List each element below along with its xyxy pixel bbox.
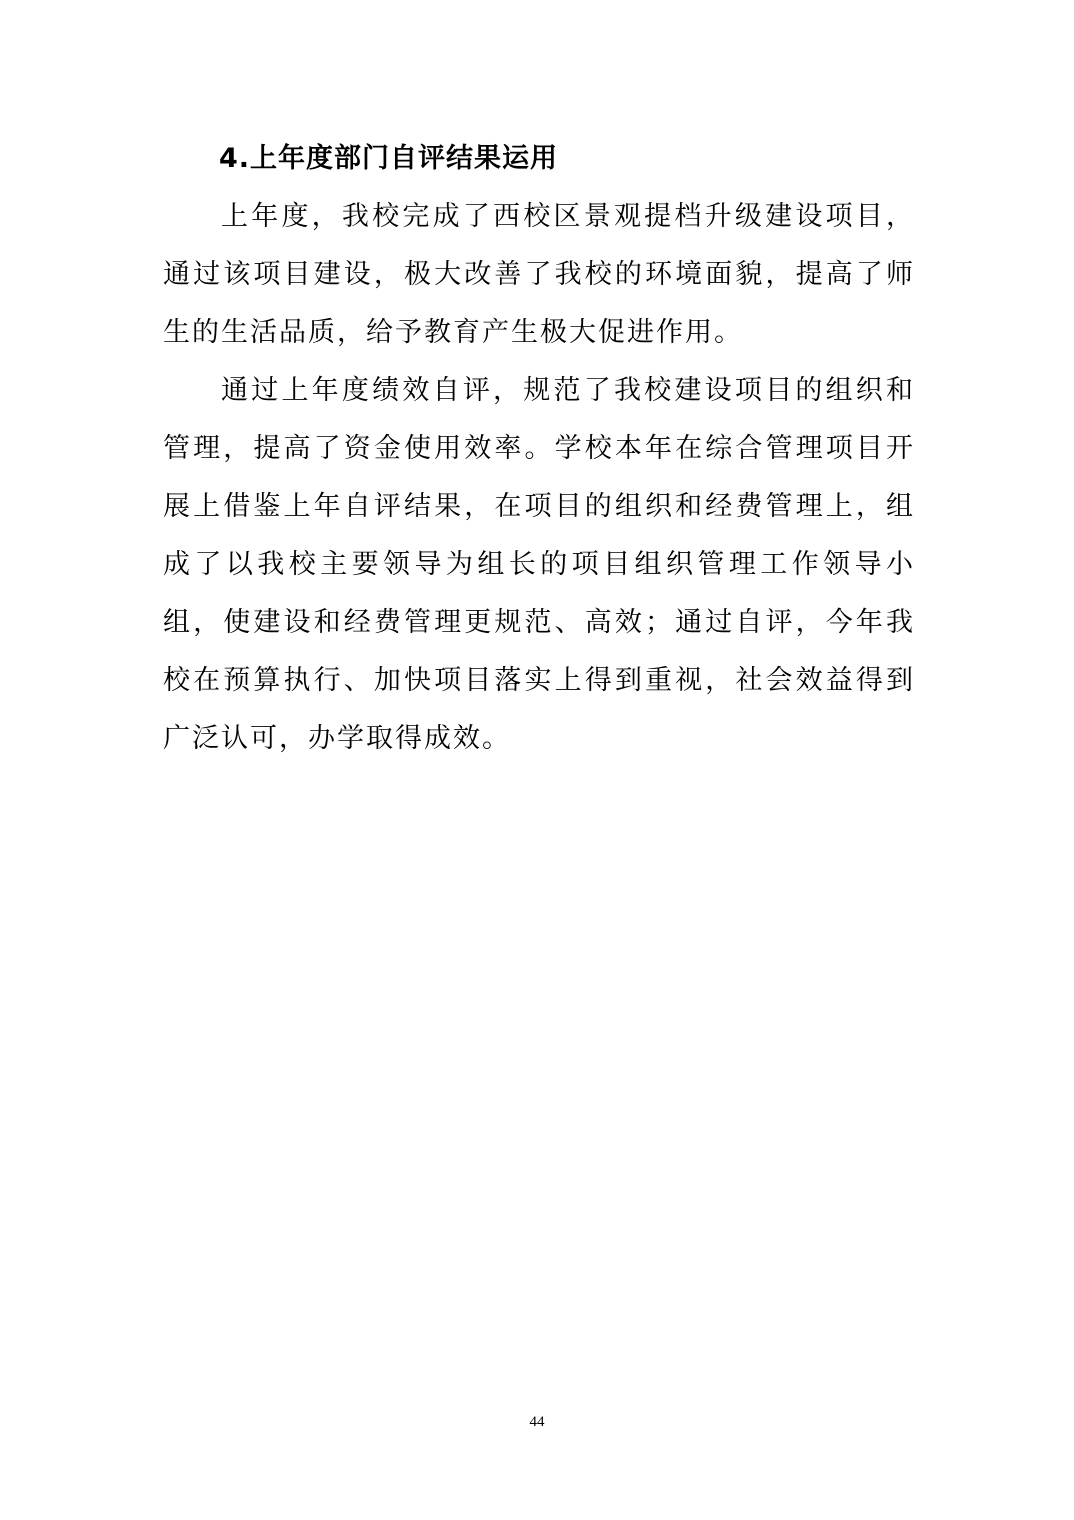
section-heading: 4.上年度部门自评结果运用: [219, 143, 559, 174]
paragraph-2: 通过上年度绩效自评，规范了我校建设项目的组织和管理，提高了资金使用效率。学校本年在综合管理项目开展上借鉴上年自评结果，在项目的组织和经费管理上，组成了以我校主要领导为组长的项目组织管理工作领导小组，使建设和经费管理更规范、高效；通过自评，今年我校在预算执行、加快项目落实上得到重视，社会效益得到广泛认可，办学取得成效。: [163, 375, 915, 754]
page-content: [163, 130, 915, 768]
page-number: 44: [529, 1414, 545, 1430]
paragraph-1: 上年度，我校完成了西校区景观提档升级建设项目，通过该项目建设，极大改善了我校的环境面貌，提高了师生的生活品质，给予教育产生极大促进作用。: [163, 201, 915, 348]
